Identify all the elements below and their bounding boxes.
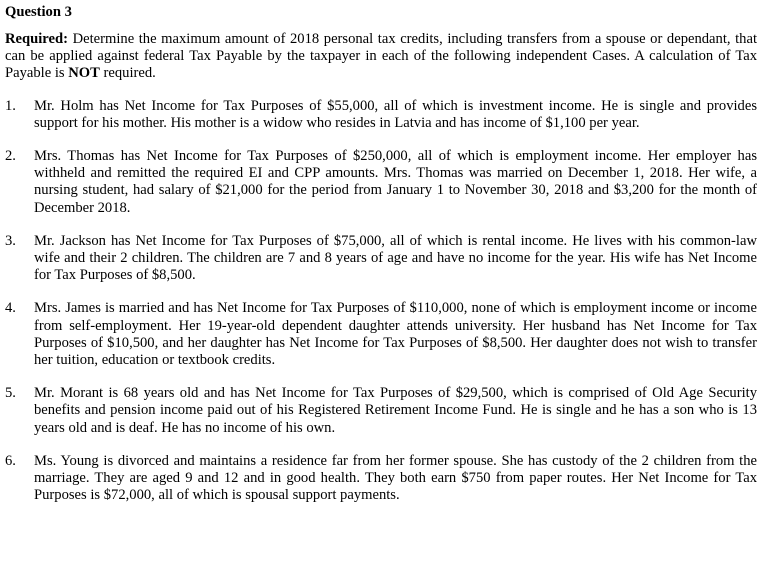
case-text: Mr. Holm has Net Income for Tax Purposes of $55,000, all of which is investment income. He is single and provides support for his mother. His mother is a widow who resides in Latvia and has income of $1,100 per year. (34, 97, 757, 131)
case-item-4 (5, 300, 757, 369)
case-number: 5. (5, 385, 16, 402)
case-number: 3. (5, 232, 16, 249)
required-text-end: required. (103, 65, 156, 82)
case-text: Mrs. Thomas has Net Income for Tax Purposes of $250,000, all of which is employment income. Her employer has withheld and remitted the required EI and CPP amounts. Mrs. Thomas was married on December 1, 2018. Her wife, a nursing student, had salary of $21,000 for the period from January 1 to November 30, 2018 and $3,200 for the month of December 2018. (34, 148, 757, 216)
case-text: Mr. Morant is 68 years old and has Net Income for Tax Purposes of $29,500, which is comprised of Old Age Security benefits and pension income paid out of his Registered Retirement Income Fund. He is single and he has a son who is 13 years old and is deaf. He has no income of his own. (34, 385, 757, 436)
question-title: Question 3 (5, 4, 72, 20)
required-text: Determine the maximum amount of 2018 personal tax credits, including transfers from a spouse or dependant, that can be applied against federal Tax Payable by the taxpayer in each of the following independent Cases. A calculation of Tax Payable is (5, 31, 757, 82)
case-list (5, 98, 757, 505)
case-item-2 (5, 148, 757, 217)
required-label: Required: (5, 31, 68, 47)
required-paragraph (5, 31, 757, 83)
case-item-1 (5, 98, 757, 132)
document-page (5, 4, 757, 520)
case-text: Mrs. James is married and has Net Income for Tax Purposes of $110,000, none of which is employment income or income from self-employment. Her 19-year-old dependent daughter attends university. Her husband has Net Income for Tax Purposes of $10,500, and her daughter has Net Income for Tax Purposes of $8,500. Her daughter does not wish to transfer her tuition, education or textbook credits. (34, 300, 757, 369)
case-item-3 (5, 233, 757, 285)
case-number: 4. (5, 300, 16, 317)
case-number: 6. (5, 452, 16, 469)
case-text: Ms. Young is divorced and maintains a residence far from her former spouse. She has custody of the 2 children from the marriage. They are aged 9 and 12 and in good health. They both earn $750 from paper routes. Her Net Income for Tax Purposes is $72,000, all of which is spousal support payments. (34, 452, 757, 504)
case-item-6 (5, 453, 757, 505)
case-number: 1. (5, 97, 16, 114)
required-emphasis: NOT (68, 65, 100, 82)
case-item-5 (5, 385, 757, 437)
case-number: 2. (5, 148, 16, 165)
case-text: Mr. Jackson has Net Income for Tax Purposes of $75,000, all of which is rental income. He lives with his common-law wife and their 2 children. The children are 7 and 8 years of age and have no income for the year. His wife has Net Income for Tax Purposes of $8,500. (34, 232, 757, 284)
